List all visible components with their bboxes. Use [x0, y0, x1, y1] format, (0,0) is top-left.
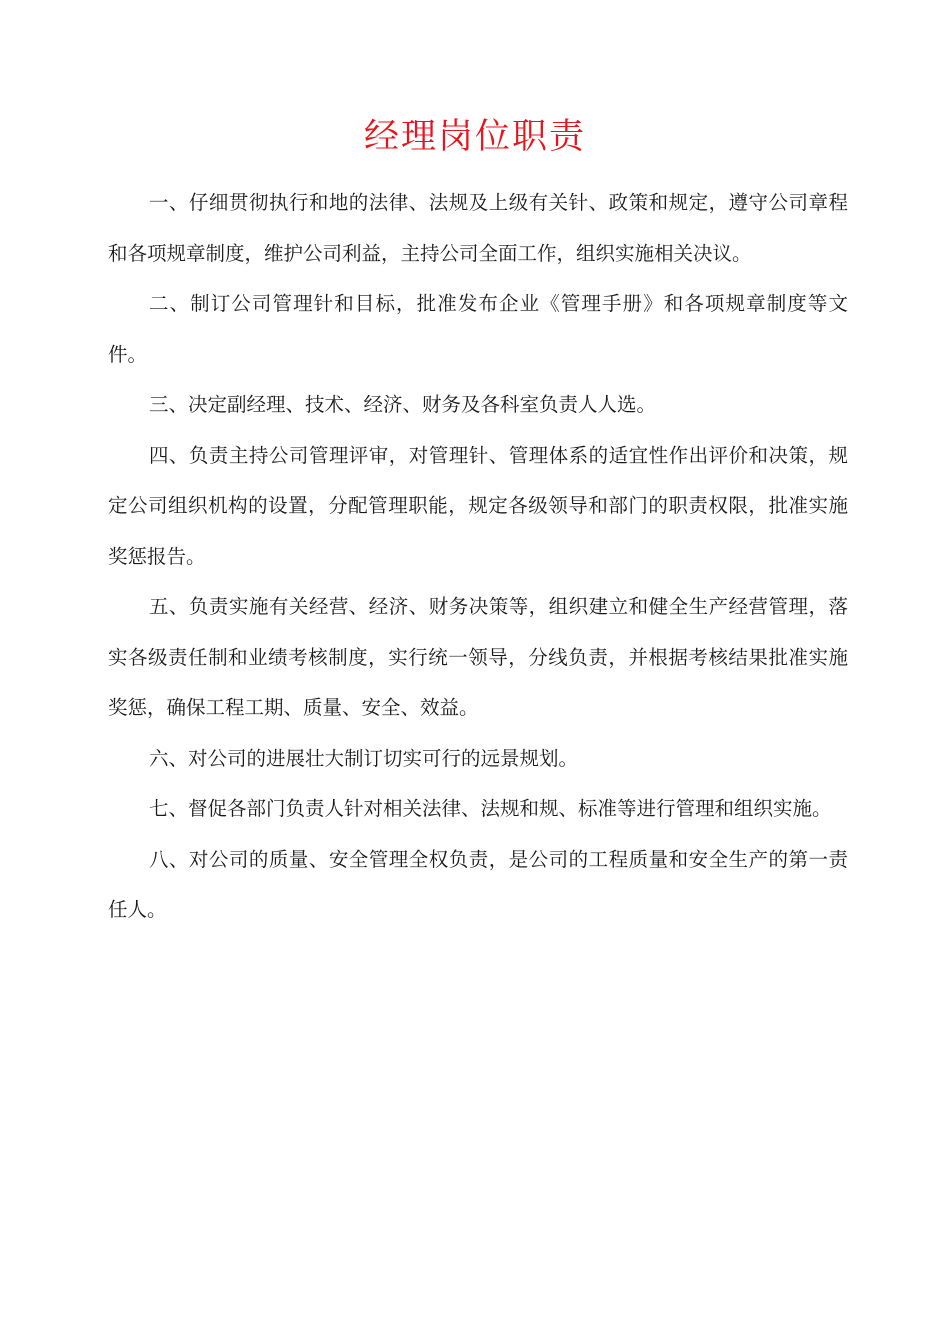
- paragraph-6: 六、对公司的进展壮大制订切实可行的远景规划。: [148, 746, 578, 770]
- paragraph-8: 八、对公司的质量、安全管理全权负责，是公司的工程质量和安全生产的第一责任人。: [108, 847, 848, 921]
- paragraph-4: 四、负责主持公司管理评审，对管理针、管理体系的适宜性作出评价和决策，规定公司组织机构的设置，分配管理职能，规定各级领导和部门的职责权限，批准实施奖惩报告。: [108, 443, 848, 568]
- paragraph-5: 五、负责实施有关经营、经济、财务决策等，组织建立和健全生产经营管理，落实各级责任制和业绩考核制度，实行统一领导，分线负责，并根据考核结果批准实施奖惩，确保工程工期、质量、安全、效益。: [108, 595, 848, 719]
- paragraph-3: 三、决定副经理、技术、经济、财务及各科室负责人人选。: [148, 393, 656, 416]
- document-title: 经理岗位职责: [363, 117, 586, 157]
- paragraph-7: 七、督促各部门负责人针对相关法律、法规和规、标准等进行管理和组织实施。: [148, 797, 832, 820]
- paragraph-1: 一、仔细贯彻执行和地的法律、法规及上级有关针、政策和规定，遵守公司章程和各项规章制度，维护公司利益，主持公司全面工作，组织实施相关决议。: [108, 191, 848, 265]
- document-body: [108, 178, 848, 936]
- paragraph-2: 二、制订公司管理针和目标，批准发布企业《管理手册》和各项规章制度等文件。: [108, 292, 848, 366]
